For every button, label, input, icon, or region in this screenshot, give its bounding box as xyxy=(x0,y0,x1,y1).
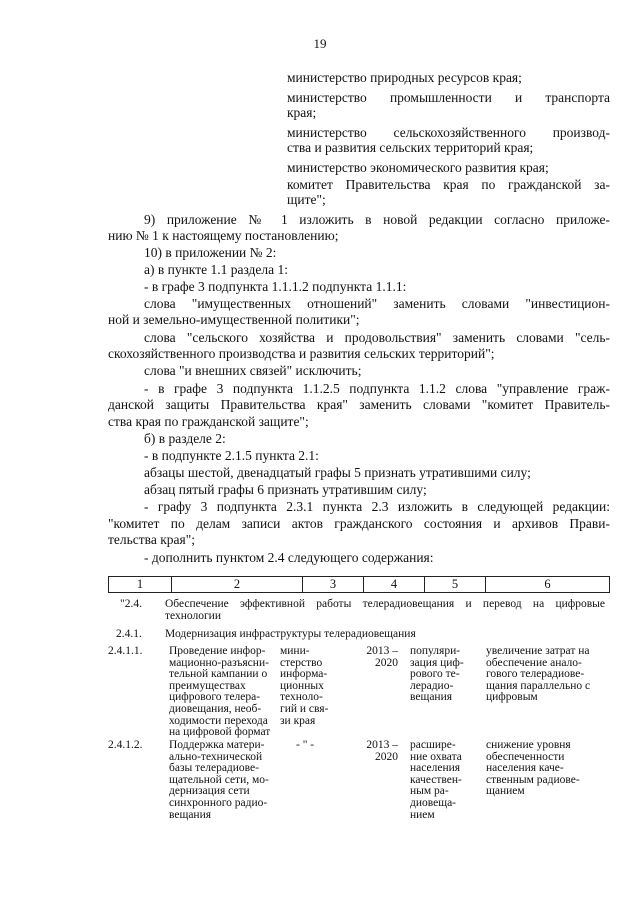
paragraph-line: слова "имущественных отношений" заменить словами "инвестицион- xyxy=(144,296,610,311)
column-header: 6 xyxy=(486,577,610,593)
paragraph-line: скохозяйственного производства и развития сельских территорий"; xyxy=(108,346,495,361)
paragraph-line: - в подпункте 2.1.5 пункта 2.1: xyxy=(144,448,319,463)
column-header: 5 xyxy=(425,577,486,593)
paragraph-line: ной и земельно-имущественной политики"; xyxy=(108,312,360,327)
column-header: 2 xyxy=(172,577,303,593)
cell-consequence: снижение уровня обеспеченности населения каче- ственным радиове- щанием xyxy=(486,739,580,798)
row-number: 2.4.1.1. xyxy=(108,645,143,657)
column-header: 4 xyxy=(364,577,425,593)
row-number: "2.4. xyxy=(120,598,142,610)
paragraph-line: ства края по гражданской защите"; xyxy=(108,414,309,429)
paragraph-line: "комитет по делам записи актов гражданского состояния и архивов Прави- xyxy=(108,516,610,531)
cell-measure: Проведение инфор- мационно-разъясни- тельной кампании о преимуществах цифрового телера- диовещания, необ- ходимости перехода на цифровой формат xyxy=(169,645,271,739)
list-item-cont: ства и развития сельских территорий края; xyxy=(287,140,534,155)
paragraph-line: а) в пункте 1.1 раздела 1: xyxy=(144,262,289,277)
paragraph-line: абзац пятый графы 6 признать утратившим силу; xyxy=(144,482,427,497)
cell-result: расшире- ние охвата населения качествен- ным ра- диовеща- нием xyxy=(410,739,462,821)
paragraph-line: - графу 3 подпункта 2.3.1 пункта 2.3 изложить в следующей редакции: xyxy=(144,499,610,514)
paragraph-line: 9) приложение № 1 изложить в новой редакции согласно приложе- xyxy=(144,212,610,227)
list-item-cont: края; xyxy=(287,105,317,120)
cell-measure: Поддержка матери- ально-технической базы телерадиове- щательной сети, мо- дернизация сети синхронного радио- вещания xyxy=(169,739,269,821)
list-item: министерство экономического развития края; xyxy=(287,160,549,175)
list-item: комитет Правительства края по гражданской за- xyxy=(287,177,610,192)
list-item: министерство природных ресурсов края; xyxy=(287,70,522,85)
list-item: министерство промышленности и транспорта xyxy=(287,90,610,105)
paragraph-line: абзацы шестой, двенадцатый графы 5 признать утратившими силу; xyxy=(144,465,531,480)
cell-period: 2013 – 2020 xyxy=(366,739,398,763)
row-title xyxy=(165,599,605,622)
cell-executor: мини- стерство информа- ционных техноло- гий и свя- зи края xyxy=(280,645,329,727)
appendix-table-header xyxy=(108,576,610,593)
paragraph-line: слова "сельского хозяйства и продовольствия" заменить словами "сель- xyxy=(144,330,610,345)
row-title-line: технологии xyxy=(165,609,221,622)
row-title-line: Обеспечение эффективной работы телерадиовещания и перевод на цифровые xyxy=(165,598,605,610)
paragraph-line: 10) в приложении № 2: xyxy=(144,245,277,260)
paragraph-line: б) в разделе 2: xyxy=(144,431,226,446)
column-header: 3 xyxy=(303,577,364,593)
row-number: 2.4.1. xyxy=(116,628,142,640)
paragraph-line: данской защиты Правительства края" заменить словами "комитет Правитель- xyxy=(108,397,610,412)
page-number: 19 xyxy=(313,36,327,51)
row-number: 2.4.1.2. xyxy=(108,739,143,751)
paragraph-line: слова "и внешних связей" исключить; xyxy=(144,363,362,378)
paragraph-line: нию № 1 к настоящему постановлению; xyxy=(108,228,339,243)
paragraph-line: - дополнить пунктом 2.4 следующего содержания: xyxy=(144,550,434,565)
row-title: Модернизация инфраструктуры телерадиовещания xyxy=(165,628,416,640)
paragraph-line: тельства края"; xyxy=(108,532,196,547)
list-item-cont: щите"; xyxy=(287,192,326,207)
cell-consequence: увеличение затрат на обеспечение анало- гового телерадиове- щания параллельно с цифровым xyxy=(486,645,591,704)
paragraph-line: - в графе 3 подпункта 1.1.2.5 подпункта 1.1.2 слова "управление граж- xyxy=(144,381,610,396)
list-item: министерство сельскохозяйственного производ- xyxy=(287,125,610,140)
cell-result: популяри- зация циф- рового те- лерадио- вещания xyxy=(410,645,464,704)
column-header: 1 xyxy=(109,577,172,593)
cell-period: 2013 – 2020 xyxy=(366,645,398,669)
cell-executor: - " - xyxy=(296,739,315,751)
paragraph-line: - в графе 3 подпункта 1.1.1.2 подпункта 1.1.1: xyxy=(144,279,407,294)
